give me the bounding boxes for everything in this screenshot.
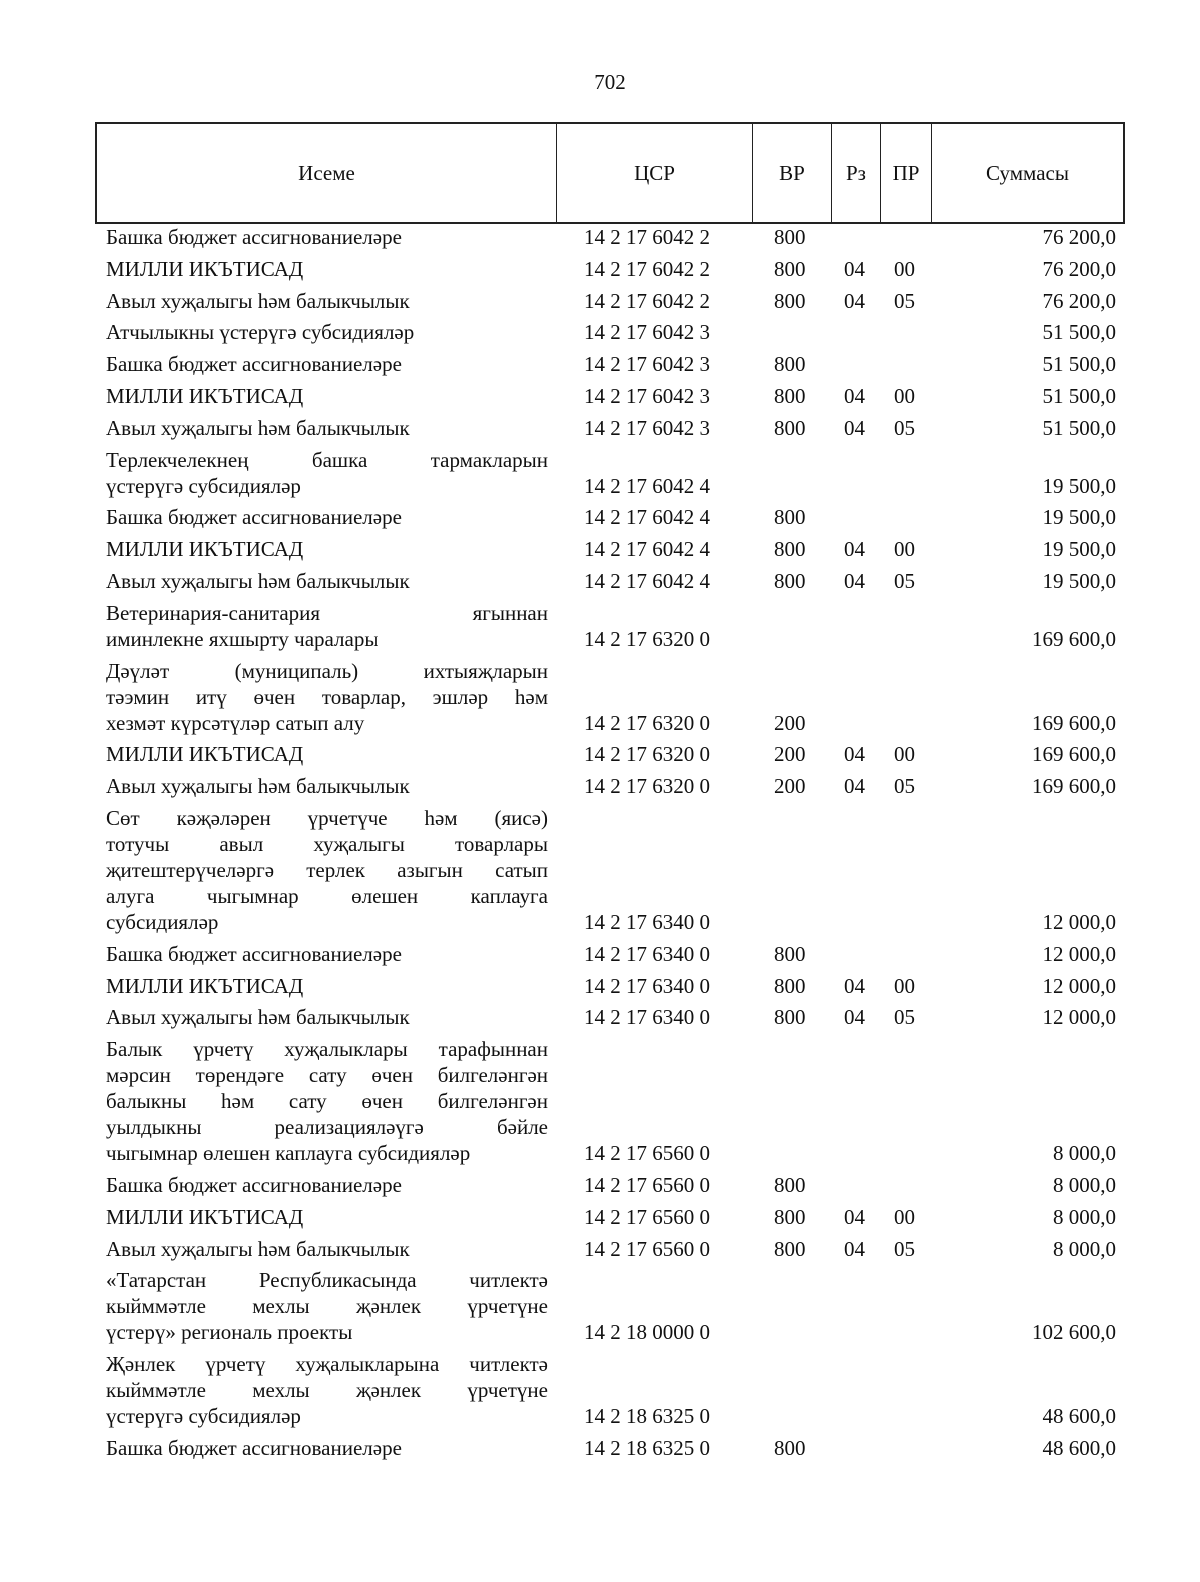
row-sum: 12 000,0	[1042, 973, 1116, 998]
row-name	[106, 568, 548, 594]
row-sum: 19 500,0	[1042, 473, 1116, 498]
row-name	[106, 383, 548, 409]
row-vr: 800	[774, 1204, 806, 1229]
row-vr: 800	[774, 537, 806, 562]
row-name	[106, 658, 548, 736]
row-name-line: үстерү» региональ проекты	[106, 1320, 353, 1345]
row-name	[106, 1172, 548, 1198]
row-name-line: МИЛЛИ ИКЪТИСАД	[106, 1204, 304, 1229]
row-name-line: Җәнлек үрчетү хуҗалыкларына читлектә	[106, 1352, 548, 1377]
row-name	[106, 1435, 548, 1461]
row-sum: 169 600,0	[1032, 710, 1116, 735]
row-sum: 19 500,0	[1042, 505, 1116, 530]
row-name-line: Авыл хуҗалыгы һәм балыкчылык	[106, 1236, 410, 1261]
row-name	[106, 1036, 548, 1166]
row-sum: 8 000,0	[1053, 1236, 1116, 1261]
row-name-line: МИЛЛИ ИКЪТИСАД	[106, 973, 304, 998]
row-csr: 14 2 17 6560 0	[584, 1173, 710, 1197]
row-sum: 12 000,0	[1042, 1005, 1116, 1030]
row-name	[106, 1267, 548, 1345]
row-name-line: МИЛЛИ ИКЪТИСАД	[106, 384, 304, 408]
row-name-line: балыкны һәм сату өчен билгеләнгән	[106, 1089, 548, 1114]
row-name	[106, 536, 548, 562]
row-name	[106, 773, 548, 799]
table-row	[0, 415, 1200, 441]
row-vr: 800	[774, 225, 806, 249]
row-name-line: Авыл хуҗалыгы һәм балыкчылык	[106, 1005, 410, 1030]
row-sum: 12 000,0	[1042, 910, 1116, 934]
row-csr: 14 2 17 6560 0	[584, 1236, 710, 1261]
row-name-line: «Татарстан Республикасында читлектә	[106, 1268, 548, 1293]
row-pr: 05	[894, 288, 915, 313]
table-row	[0, 1004, 1200, 1030]
row-name	[106, 288, 548, 314]
row-csr: 14 2 17 6340 0	[584, 941, 710, 966]
row-name	[106, 504, 548, 530]
row-name	[106, 447, 548, 499]
row-sum: 8 000,0	[1053, 1204, 1116, 1229]
row-name	[106, 1236, 548, 1262]
row-vr: 800	[774, 973, 806, 998]
row-rz: 04	[844, 973, 865, 998]
row-sum: 169 600,0	[1032, 626, 1116, 651]
row-csr: 14 2 17 6042 3	[584, 415, 710, 440]
table-row	[0, 288, 1200, 314]
header-pr: ПР	[881, 124, 932, 222]
table-row	[0, 600, 1200, 652]
row-vr: 800	[774, 1005, 806, 1030]
row-csr: 14 2 17 6042 4	[584, 569, 710, 593]
row-pr: 05	[894, 1005, 915, 1030]
row-name	[106, 1004, 548, 1030]
row-name-line: Сөт кәҗәләрен үрчетүче һәм (яисә)	[106, 806, 548, 830]
row-name-line: Дәүләт (муниципаль) ихтыяҗларын	[106, 658, 548, 683]
row-pr: 00	[894, 384, 915, 408]
table-row	[0, 1172, 1200, 1198]
row-rz: 04	[844, 774, 865, 799]
row-sum: 51 500,0	[1042, 384, 1116, 408]
row-csr: 14 2 17 6340 0	[584, 910, 710, 934]
table-header	[95, 122, 1125, 224]
row-csr: 14 2 17 6560 0	[584, 1204, 710, 1229]
row-rz: 04	[844, 415, 865, 440]
row-name-line: Башка бюджет ассигнованиеләре	[106, 1173, 402, 1197]
row-sum: 19 500,0	[1042, 537, 1116, 562]
table-row	[0, 1036, 1200, 1166]
row-name	[106, 224, 548, 250]
row-vr: 800	[774, 384, 806, 408]
row-vr: 200	[774, 742, 806, 767]
row-vr: 800	[774, 1436, 806, 1460]
row-rz: 04	[844, 256, 865, 281]
table-row	[0, 504, 1200, 530]
row-csr: 14 2 17 6042 4	[584, 537, 710, 562]
row-name	[106, 415, 548, 441]
row-name-line: МИЛЛИ ИКЪТИСАД	[106, 742, 304, 767]
row-pr: 00	[894, 742, 915, 767]
row-name-line: Ветеринария-санитария ягыннан	[106, 600, 548, 625]
row-rz: 04	[844, 384, 865, 408]
table-row	[0, 447, 1200, 499]
table-row	[0, 973, 1200, 999]
row-name-line: Башка бюджет ассигнованиеләре	[106, 352, 402, 377]
row-csr: 14 2 17 6320 0	[584, 710, 710, 735]
row-sum: 8 000,0	[1053, 1173, 1116, 1197]
row-name-line: уылдыкны реализацияләүгә бәйле	[106, 1115, 548, 1140]
table-row	[0, 1351, 1200, 1429]
page-number: 702	[594, 70, 626, 94]
row-name	[106, 1204, 548, 1230]
row-name-line: МИЛЛИ ИКЪТИСАД	[106, 256, 304, 281]
row-name-line: Авыл хуҗалыгы һәм балыкчылык	[106, 415, 410, 440]
row-name-line: җитештерүчеләргә терлек азыгын сатып	[106, 858, 548, 882]
row-name-line: иминлекне яхшырту чаралары	[106, 626, 379, 651]
row-name-line: үстерүгә субсидияләр	[106, 473, 301, 498]
row-name-line: хезмәт күрсәтүләр сатып алу	[106, 710, 365, 735]
row-name-line: үстерүгә субсидияләр	[106, 1404, 301, 1429]
row-name	[106, 973, 548, 999]
row-rz: 04	[844, 742, 865, 767]
row-csr: 14 2 17 6042 2	[584, 225, 710, 249]
row-pr: 00	[894, 256, 915, 281]
row-rz: 04	[844, 537, 865, 562]
row-name-line: МИЛЛИ ИКЪТИСАД	[106, 537, 304, 562]
row-rz: 04	[844, 288, 865, 313]
row-sum: 169 600,0	[1032, 774, 1116, 799]
row-csr: 14 2 17 6320 0	[584, 742, 710, 767]
row-sum: 8 000,0	[1053, 1141, 1116, 1166]
table-row	[0, 941, 1200, 967]
row-sum: 48 600,0	[1042, 1436, 1116, 1460]
row-csr: 14 2 17 6320 0	[584, 626, 710, 651]
table-row	[0, 319, 1200, 345]
row-name-line: Башка бюджет ассигнованиеләре	[106, 225, 402, 249]
table-row	[0, 1267, 1200, 1345]
row-pr: 05	[894, 415, 915, 440]
row-sum: 169 600,0	[1032, 742, 1116, 767]
row-name-line: мәрсин төрендәге сату өчен билгеләнгән	[106, 1063, 548, 1088]
table-row	[0, 351, 1200, 377]
row-name-line: кыйммәтле мехлы җәнлек үрчетүне	[106, 1294, 548, 1319]
row-name-line: Балык үрчетү хуҗалыклары тарафыннан	[106, 1037, 548, 1062]
row-csr: 14 2 17 6042 3	[584, 320, 710, 345]
row-name-line: Башка бюджет ассигнованиеләре	[106, 941, 402, 966]
row-sum: 51 500,0	[1042, 352, 1116, 377]
row-name	[106, 256, 548, 282]
row-csr: 14 2 17 6042 2	[584, 288, 710, 313]
header-rz: Рз	[832, 124, 881, 222]
row-name-line: субсидияләр	[106, 910, 219, 934]
row-name	[106, 319, 548, 345]
row-name-line: тотучы авыл хуҗалыгы товарлары	[106, 832, 548, 856]
row-vr: 800	[774, 1236, 806, 1261]
table-row	[0, 1435, 1200, 1461]
row-name-line: алуга чыгымнар өлешен каплауга	[106, 884, 548, 908]
row-rz: 04	[844, 1005, 865, 1030]
table-row	[0, 805, 1200, 935]
row-rz: 04	[844, 569, 865, 593]
row-pr: 00	[894, 537, 915, 562]
row-pr: 05	[894, 1236, 915, 1261]
row-name	[106, 741, 548, 767]
row-vr: 800	[774, 505, 806, 530]
row-name-line: кыйммәтле мехлы җәнлек үрчетүне	[106, 1378, 548, 1403]
row-name-line: Атчылыкны үстерүгә субсидияләр	[106, 320, 415, 345]
row-csr: 14 2 17 6042 2	[584, 256, 710, 281]
row-csr: 14 2 17 6042 3	[584, 384, 710, 408]
row-vr: 800	[774, 569, 806, 593]
header-name: Исеме	[97, 124, 557, 222]
row-name-line: чыгымнар өлешен каплауга субсидияләр	[106, 1141, 471, 1166]
table-row	[0, 1236, 1200, 1262]
row-name-line: Авыл хуҗалыгы һәм балыкчылык	[106, 774, 410, 799]
table-row	[0, 256, 1200, 282]
row-sum: 102 600,0	[1032, 1320, 1116, 1345]
row-vr: 800	[774, 352, 806, 377]
row-pr: 05	[894, 774, 915, 799]
row-csr: 14 2 17 6042 3	[584, 352, 710, 377]
row-name-line: Терлекчелекнең башка тармакларын	[106, 447, 548, 472]
row-sum: 19 500,0	[1042, 569, 1116, 593]
row-csr: 14 2 18 0000 0	[584, 1320, 710, 1345]
row-csr: 14 2 17 6340 0	[584, 973, 710, 998]
row-pr: 05	[894, 569, 915, 593]
row-sum: 51 500,0	[1042, 415, 1116, 440]
row-name-line: тәэмин итү өчен товарлар, эшләр һәм	[106, 684, 548, 709]
row-rz: 04	[844, 1236, 865, 1261]
row-csr: 14 2 17 6320 0	[584, 774, 710, 799]
row-name-line: Башка бюджет ассигнованиеләре	[106, 505, 402, 530]
row-vr: 200	[774, 710, 806, 735]
row-name-line: Авыл хуҗалыгы һәм балыкчылык	[106, 569, 410, 593]
row-name	[106, 351, 548, 377]
row-name	[106, 1351, 548, 1429]
row-csr: 14 2 17 6042 4	[584, 473, 710, 498]
table-row	[0, 658, 1200, 736]
row-vr: 800	[774, 415, 806, 440]
table-row	[0, 1204, 1200, 1230]
row-name	[106, 600, 548, 652]
table-row	[0, 536, 1200, 562]
row-sum: 51 500,0	[1042, 320, 1116, 345]
row-sum: 76 200,0	[1042, 288, 1116, 313]
row-name	[106, 941, 548, 967]
row-pr: 00	[894, 1204, 915, 1229]
table-row	[0, 741, 1200, 767]
row-csr: 14 2 17 6340 0	[584, 1005, 710, 1030]
table-row	[0, 224, 1200, 250]
row-sum: 76 200,0	[1042, 256, 1116, 281]
row-pr: 00	[894, 973, 915, 998]
row-sum: 76 200,0	[1042, 225, 1116, 249]
row-csr: 14 2 17 6560 0	[584, 1141, 710, 1166]
row-name-line: Авыл хуҗалыгы һәм балыкчылык	[106, 288, 410, 313]
row-rz: 04	[844, 1204, 865, 1229]
row-name	[106, 805, 548, 935]
table-row	[0, 568, 1200, 594]
row-vr: 800	[774, 256, 806, 281]
row-csr: 14 2 18 6325 0	[584, 1436, 710, 1460]
row-csr: 14 2 18 6325 0	[584, 1404, 710, 1429]
row-name-line: Башка бюджет ассигнованиеләре	[106, 1436, 402, 1460]
row-sum: 48 600,0	[1042, 1404, 1116, 1429]
row-vr: 800	[774, 288, 806, 313]
table-row	[0, 383, 1200, 409]
header-vr: ВР	[753, 124, 832, 222]
row-csr: 14 2 17 6042 4	[584, 505, 710, 530]
header-csr: ЦСР	[557, 124, 753, 222]
row-sum: 12 000,0	[1042, 941, 1116, 966]
table-row	[0, 773, 1200, 799]
row-vr: 200	[774, 774, 806, 799]
row-vr: 800	[774, 1173, 806, 1197]
row-vr: 800	[774, 941, 806, 966]
header-sum: Суммасы	[986, 160, 1069, 185]
